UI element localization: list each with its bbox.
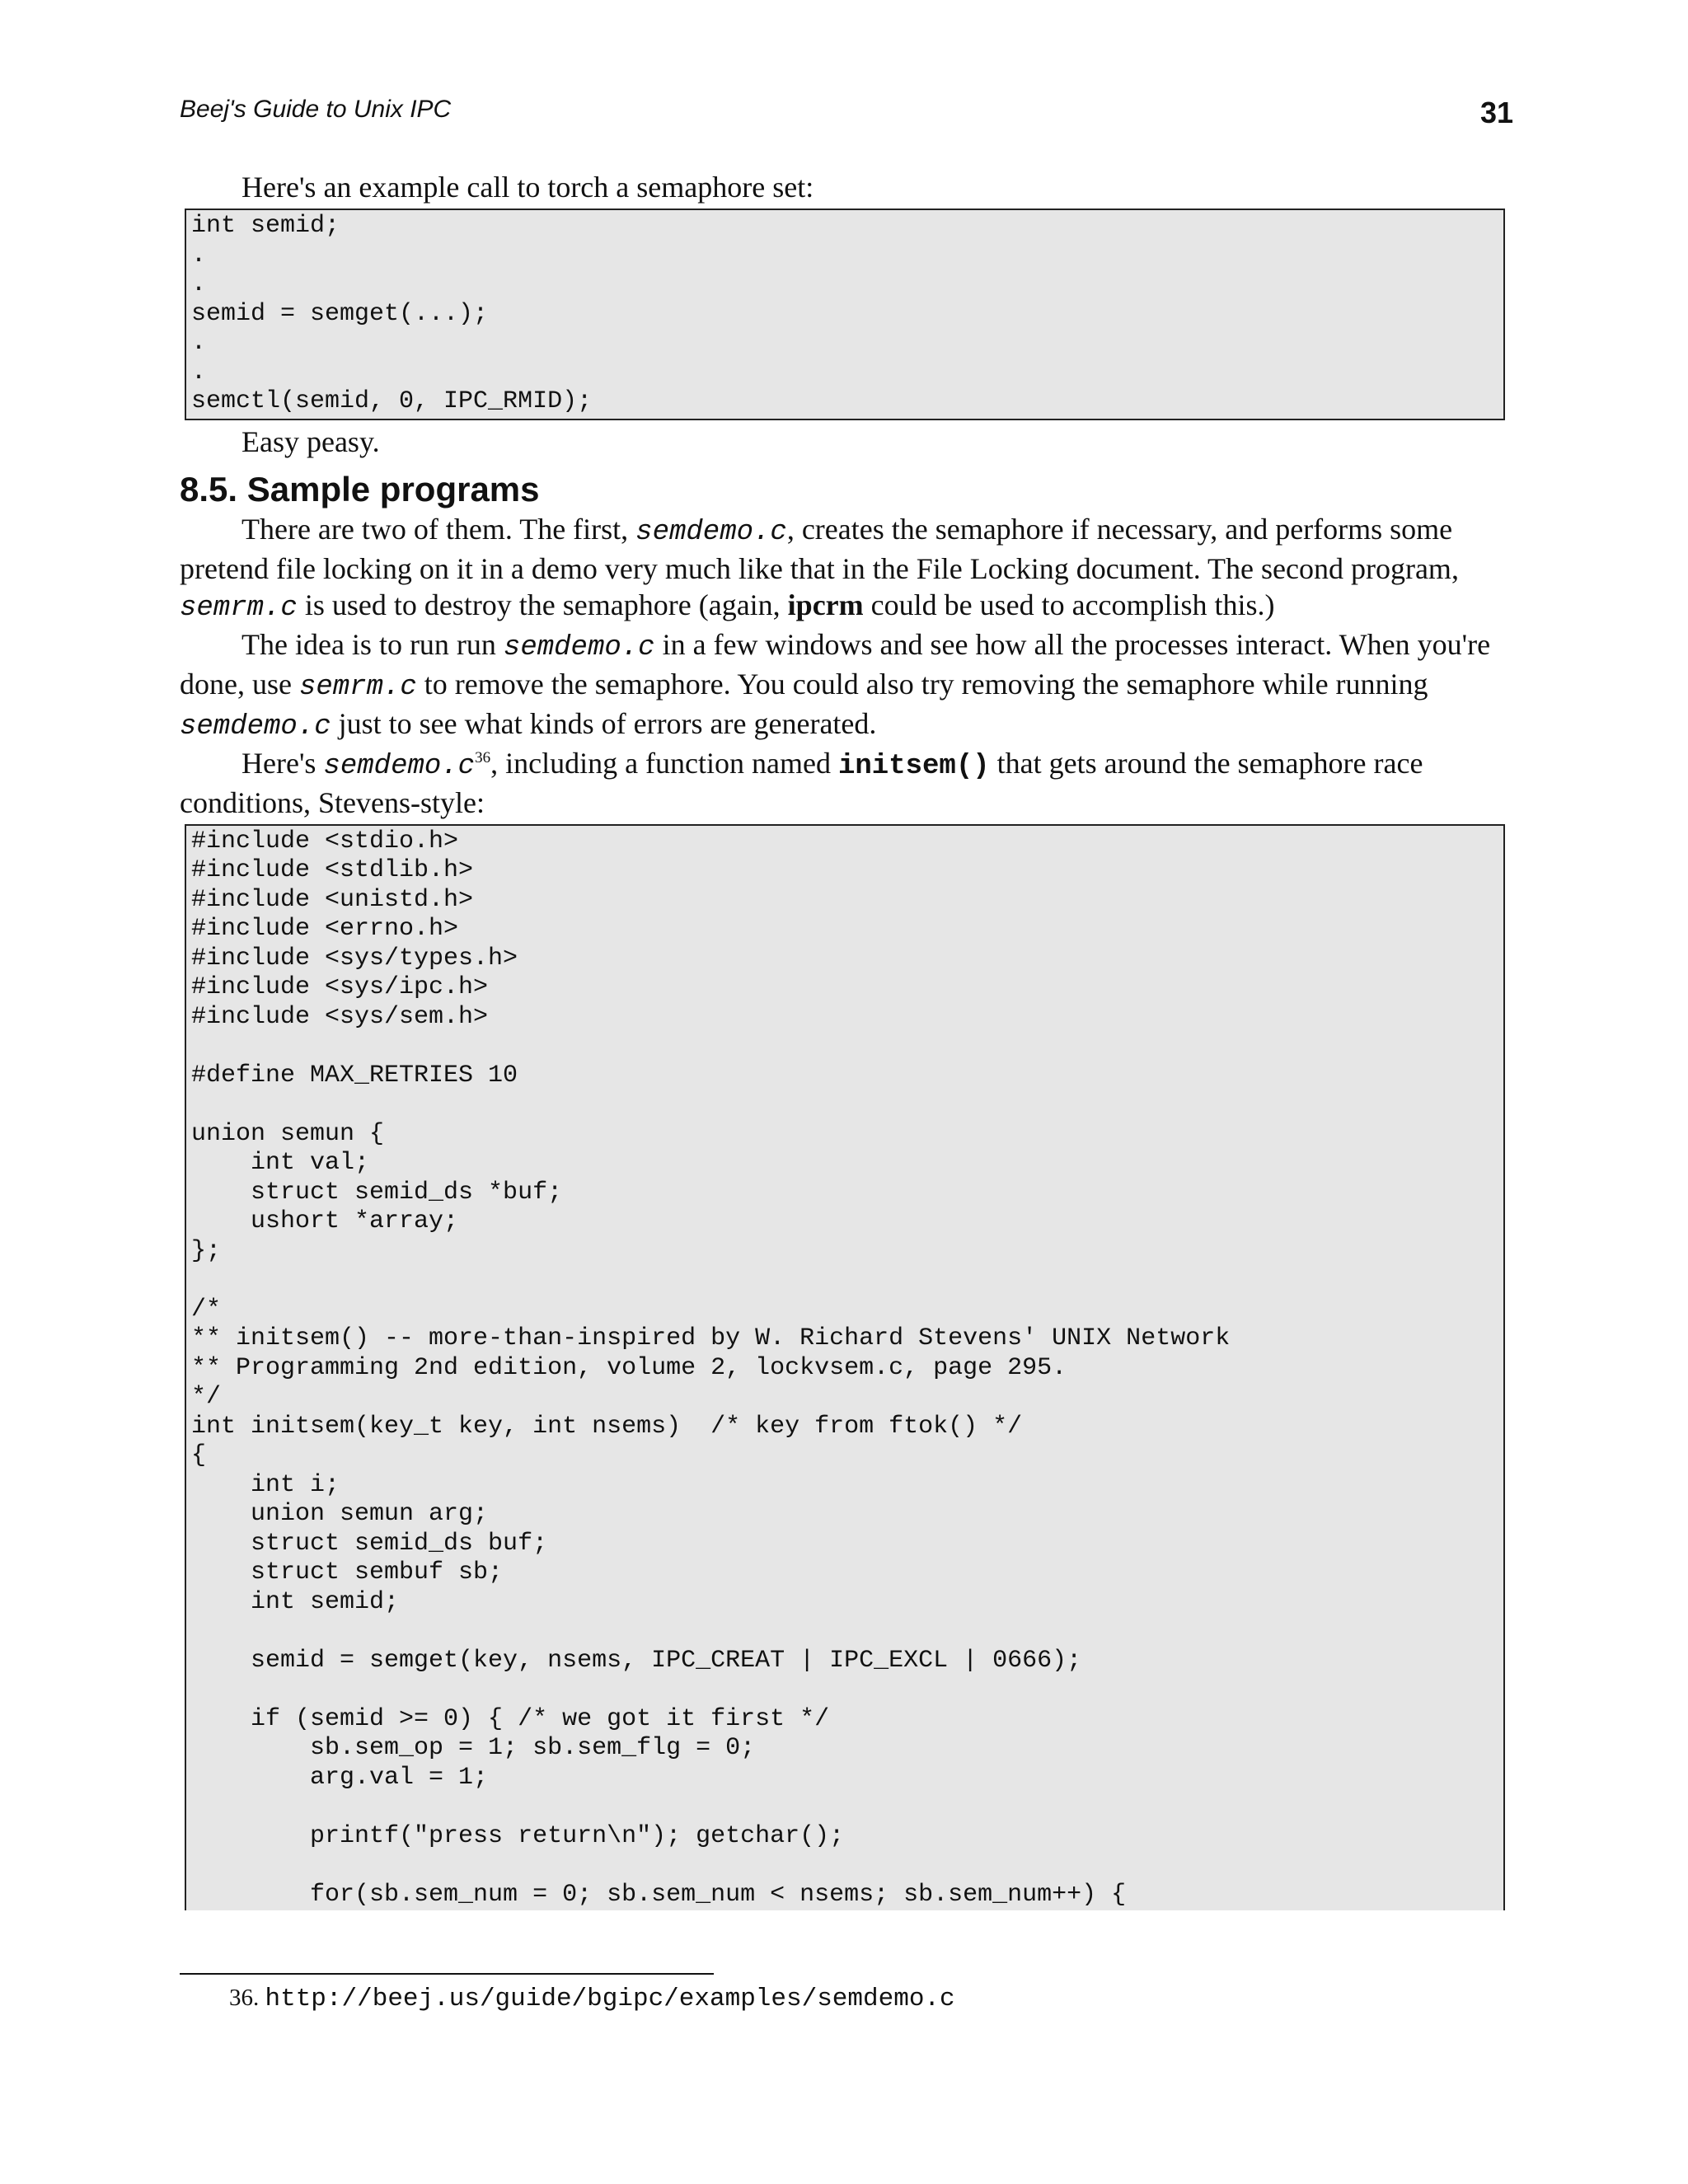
easy-peasy-text: Easy peasy. [241, 424, 380, 458]
paragraph-sample-programs: There are two of them. The first, semdemo.c, creates the semaphore if necessary, and performs some pretend file locking on it in a demo very much like that in the File Locking document. The second program, semrm.c is used to destroy the semaphore (again, ipcrm could be used to accomplish this.) [180, 512, 1459, 624]
paragraph-semdemo-intro: Here's $semdemo.c^{36}$, including a function named initsem() that gets around the semaphore race conditions, Stevens-style: [180, 746, 1423, 819]
footnote [229, 1981, 955, 2016]
inline-code-semrm: semrm.c [298, 671, 417, 703]
inline-code-initsem: initsem() [838, 750, 990, 782]
inline-code-semdemo: semdemo.c [635, 516, 787, 548]
footnote-url-link[interactable]: http://beej.us/guide/bgipc/examples/semdemo.c [265, 1985, 955, 2013]
page-body [180, 169, 1515, 1914]
inline-code-semdemo: semdemo.c [180, 710, 331, 743]
code-block-remove-semaphore [185, 209, 1505, 420]
footnote-number: 36. [229, 1985, 260, 2011]
code-listing-1: int semid; . . semid = semget(...); . . semctl(semid, 0, IPC_RMID); [191, 212, 593, 415]
code-listing-semdemo: #include <stdio.h> #include <stdlib.h> #include <unistd.h> #include <errno.h> #include <sys/types.h> #include <sys/ipc.h> #include <sys/sem.h> #define MAX_RETRIES 10 union semun { int val; struct semid_ds *buf; ushort *array; }; /* ** initsem() -- more-than-inspired by W. Richard Stevens' UNIX Network ** Programming 2nd edition, volume 2, lockvsem.c, page 295. */ int initsem(key_t key, int nsems) /* key from ftok() */ { int i; union semun arg; struct semid_ds buf; struct sembuf sb; int semid; semid = semget(key, nsems, IPC_CREAT | IPC_EXCL | 0666); if (semid >= 0) { /* we got it first */ sb.sem_op = 1; sb.sem_flg = 0; arg.val = 1; printf("press return\n"); getchar(); for(sb.sem_num = 0; sb.sem_num < nsems; sb.sem_num++) { [191, 827, 1231, 1909]
inline-code-semrm: semrm.c [180, 592, 298, 624]
running-header-title: Beej's Guide to Unix IPC [180, 96, 452, 123]
inline-code-semdemo: semdemo.c [323, 750, 476, 782]
intro-paragraph: Here's an example call to torch a semaphore set: [241, 171, 814, 204]
footnote-separator [180, 1973, 714, 1975]
footnote-reference[interactable]: 36 [475, 748, 491, 766]
code-block-semdemo [185, 824, 1505, 1910]
section-heading: 8.5. Sample programs [180, 469, 540, 509]
paragraph-run-idea: The idea is to run run semdemo.c in a few windows and see how all the processes interact. When you're done, use semrm.c to remove the semaphore. You could also try removing the semaphore while running semdemo.c just to see what kinds of errors are generated. [180, 627, 1491, 743]
page-number: 31 [1479, 96, 1513, 129]
inline-code-semdemo: semdemo.c [503, 631, 655, 663]
inline-bold-ipcrm: ipcrm [787, 588, 864, 621]
